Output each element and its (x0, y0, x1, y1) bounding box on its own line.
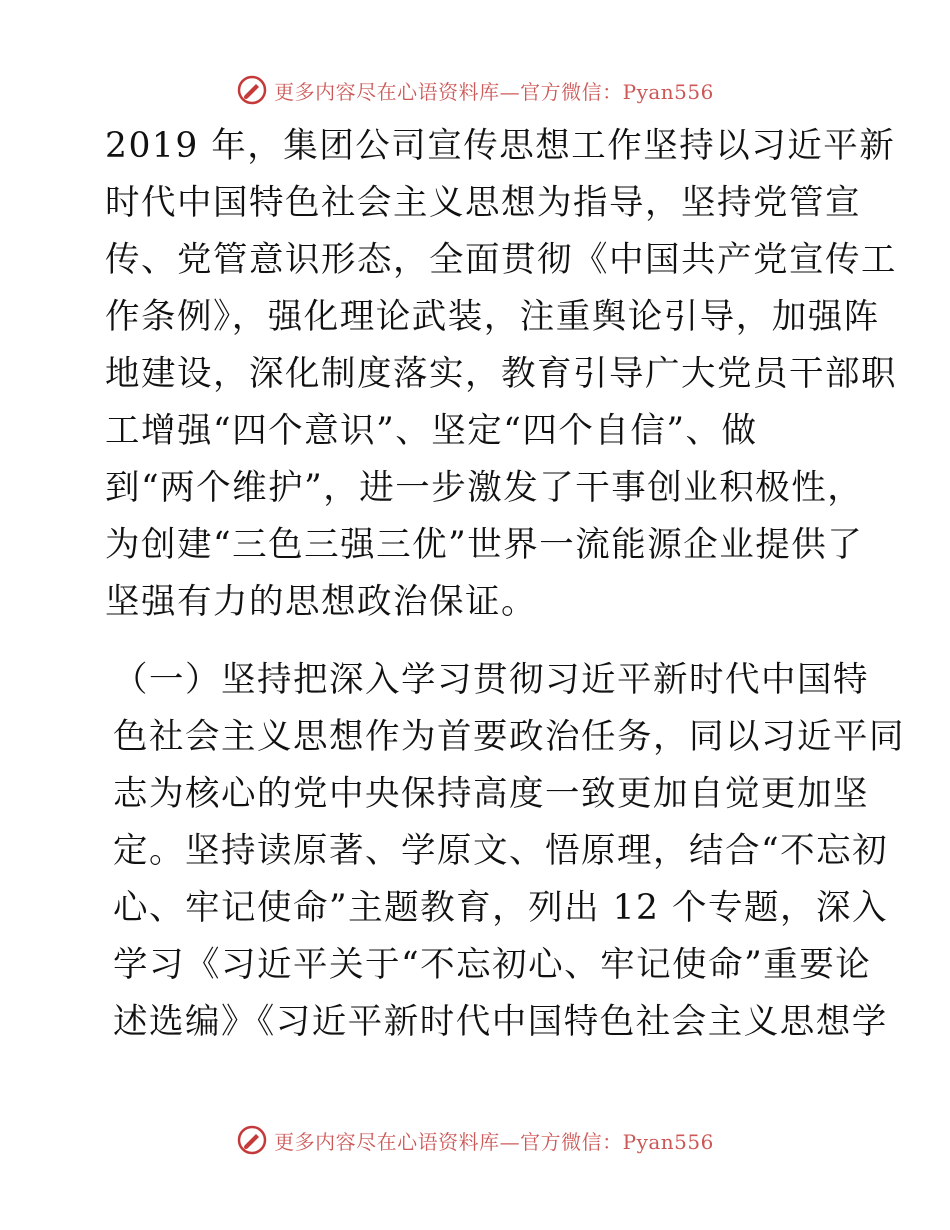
text-line: 心、牢记使命”主题教育，列出 12 个专题，深入 (113, 888, 888, 928)
text-line: （一）坚持把深入学习贯彻习近平新时代中国特 (113, 660, 869, 700)
text-line: 工增强“四个意识”、坚定“四个自信”、做 (105, 411, 758, 451)
text-line: 志为核心的党中央保持高度一致更加自觉更加坚 (113, 774, 869, 814)
watermark-header (0, 72, 950, 108)
text-line: 到“两个维护”，进一步激发了干事创业积极性， (105, 468, 864, 508)
watermark-text: 更多内容尽在心语资料库—官方微信：Pyan556 (274, 79, 714, 104)
text-line: 坚强有力的思想政治保证。 (105, 582, 537, 622)
text-line: 述选编》《习近平新时代中国特色社会主义思想学 (113, 1002, 888, 1042)
text-line: 学习《习近平关于“不忘初心、牢记使命”重要论 (113, 945, 872, 985)
text-line: 时代中国特色社会主义思想为指导，坚持党管宣 (105, 183, 861, 223)
logo-icon (236, 74, 268, 106)
document-body (97, 118, 905, 1051)
text-line: 传、党管意识形态，全面贯彻《中国共产党宣传工 (105, 240, 897, 280)
logo-icon (236, 1124, 268, 1156)
watermark-footer (0, 1122, 950, 1158)
text-line: 定。坚持读原著、学原文、悟原理，结合“不忘初 (113, 831, 889, 871)
paragraph-section-1 (97, 652, 905, 1051)
text-line: 作条例》，强化理论武装，注重舆论引导，加强阵 (105, 297, 880, 337)
watermark-text: 更多内容尽在心语资料库—官方微信：Pyan556 (274, 1129, 714, 1154)
text-line: 为创建“三色三强三优”世界一流能源企业提供了 (105, 525, 864, 565)
text-line: 2019 年，集团公司宣传思想工作坚持以习近平新 (105, 126, 896, 166)
text-line: 色社会主义思想作为首要政治任务，同以习近平同 (113, 717, 905, 757)
paragraph-intro (97, 118, 897, 631)
text-line: 地建设，深化制度落实，教育引导广大党员干部职 (105, 354, 897, 394)
